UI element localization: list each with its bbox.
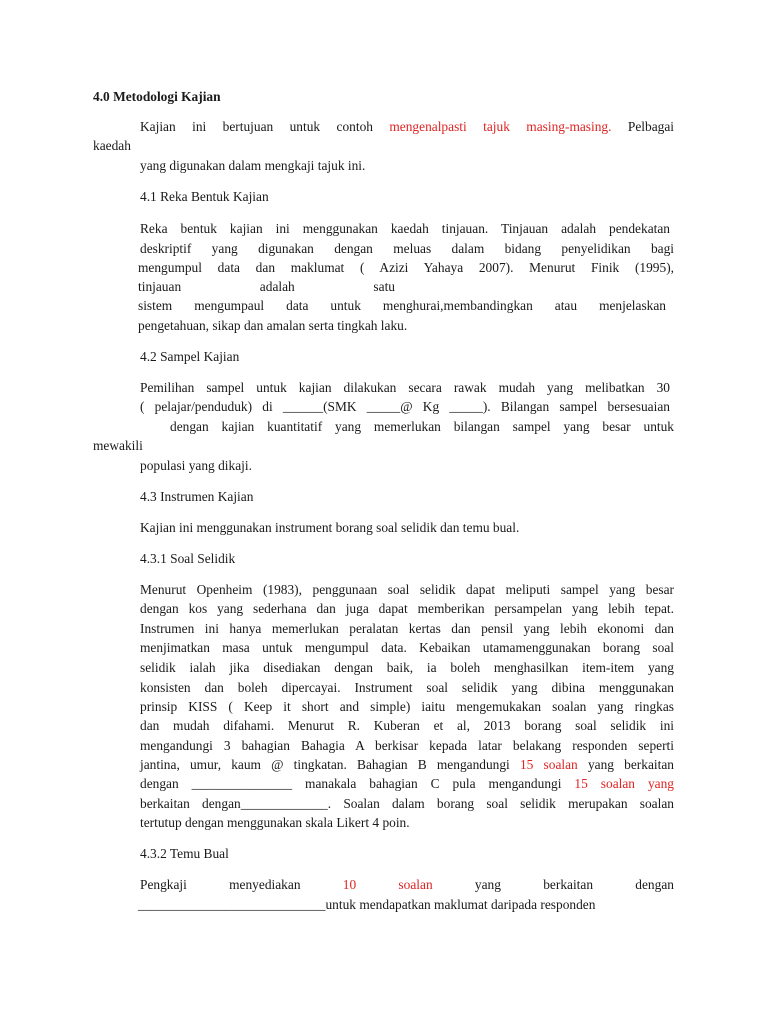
paragraph-line: dengan kos yang sederhana dan juga dapat memberikan persampelan yang lebih tepat. xyxy=(140,601,674,616)
intro-line-2: kaedah xyxy=(93,138,131,153)
paragraph-line: Kajian ini menggunakan instrument borang soal selidik dan temu bual. xyxy=(140,520,520,535)
highlight-text: mengenalpasti tajuk masing-masing. xyxy=(389,119,612,134)
paragraph-line: menjimatkan masa untuk mengumpul data. Kebaikan utamamenggunakan borang soal xyxy=(140,640,674,655)
paragraph-line: tinjauan adalah satu xyxy=(138,279,395,294)
intro-line-1: Kajian ini bertujuan untuk contoh mengenalpasti tajuk masing-masing. Pelbagai xyxy=(140,119,674,134)
paragraph-line: jantina, umur, kaum @ tingkatan. Bahagian B mengandungi 15 soalan yang berkaitan xyxy=(140,757,674,772)
paragraph-line: selidik ialah jika disediakan dengan baik, ia boleh menghasilkan item-item yang xyxy=(140,660,674,675)
paragraph-line: sistem mengumpaul data untuk menghurai,membandingkan atau menjelaskan xyxy=(138,298,666,313)
paragraph-line: dengan kajian kuantitatif yang memerlukan bilangan sampel yang besar untuk xyxy=(170,419,674,434)
highlight-text: 10 soalan xyxy=(342,877,433,892)
subsection-title-4-3-1: 4.3.1 Soal Selidik xyxy=(140,551,236,566)
highlight-text: 15 soalan yang xyxy=(574,776,674,791)
paragraph-line: Instrumen ini hanya memerlukan peralatan kertas dan pensil yang lebih ekonomi dan xyxy=(140,621,674,636)
paragraph-line: mewakili xyxy=(93,438,143,453)
paragraph-line: konsisten dan boleh dipercayai. Instrument soal selidik yang dibina menggunakan xyxy=(140,680,674,695)
paragraph-line: pengetahuan, sikap dan amalan serta tingkah laku. xyxy=(138,318,408,333)
highlight-text: 15 soalan xyxy=(519,757,578,772)
section-heading: 4.0 Metodologi Kajian xyxy=(93,89,221,104)
paragraph-line: Reka bentuk kajian ini menggunakan kaedah tinjauan. Tinjauan adalah pendekatan xyxy=(140,221,670,236)
paragraph-line: mengumpul data dan maklumat ( Azizi Yahaya 2007). Menurut Finik (1995), xyxy=(138,260,674,275)
paragraph-line: populasi yang dikaji. xyxy=(140,458,252,473)
paragraph-line: Pengkaji menyediakan 10 soalan yang berkaitan dengan xyxy=(140,877,674,892)
subsection-title-4-2: 4.2 Sampel Kajian xyxy=(140,349,240,364)
intro-line-3: yang digunakan dalam mengkaji tajuk ini. xyxy=(140,158,366,173)
paragraph-line: Pemilihan sampel untuk kajian dilakukan secara rawak mudah yang melibatkan 30 xyxy=(140,380,670,395)
paragraph-line: prinsip KISS ( Keep it short and simple) iaitu mengemukakan soalan yang ringkas xyxy=(140,699,674,714)
paragraph-line: tertutup dengan menggunakan skala Likert 4 poin. xyxy=(140,815,410,830)
paragraph-line: ____________________________untuk mendapatkan maklumat daripada responden xyxy=(138,897,596,912)
paragraph-line: dengan _______________ manakala bahagian C pula mengandungi 15 soalan yang xyxy=(140,776,674,791)
paragraph-line: berkaitan dengan_____________. Soalan dalam borang soal selidik merupakan soalan xyxy=(140,796,674,811)
paragraph-line: Menurut Openheim (1983), penggunaan soal selidik dapat meliputi sampel yang besar xyxy=(140,582,674,597)
subsection-title-4-3: 4.3 Instrumen Kajian xyxy=(140,489,254,504)
subsection-title-4-1: 4.1 Reka Bentuk Kajian xyxy=(140,189,269,204)
paragraph-line: dan mudah difahami. Menurut R. Kuberan et al, 2013 borang soal selidik ini xyxy=(140,718,674,733)
paragraph-line: deskriptif yang digunakan dengan meluas dalam bidang penyelidikan bagi xyxy=(140,241,674,256)
paragraph-line: ( pelajar/penduduk) di ______(SMK _____@ Kg _____). Bilangan sampel bersesuaian xyxy=(140,399,670,414)
subsection-title-4-3-2: 4.3.2 Temu Bual xyxy=(140,846,229,861)
paragraph-line: mengandungi 3 bahagian Bahagia A berkisar kepada latar belakang responden seperti xyxy=(140,738,674,753)
